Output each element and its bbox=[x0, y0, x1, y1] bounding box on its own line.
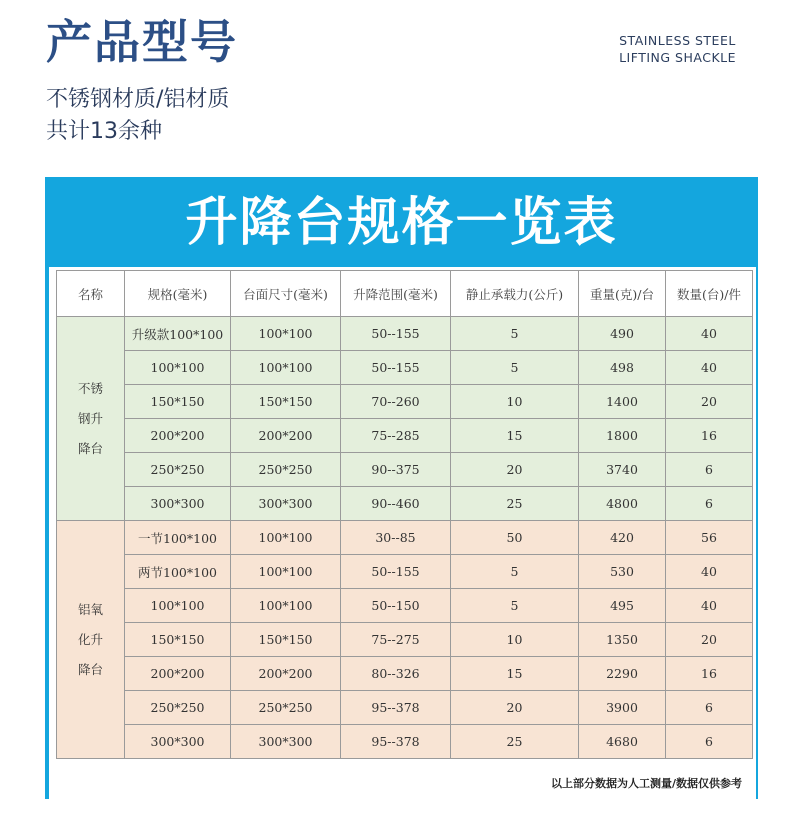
table-cell: 56 bbox=[666, 521, 753, 555]
table-row bbox=[57, 623, 753, 657]
table-cell: 498 bbox=[579, 351, 666, 385]
table-cell: 250*250 bbox=[231, 453, 341, 487]
material-subtitle: 不锈钢材质/铝材质 bbox=[46, 87, 230, 112]
spec-table bbox=[56, 270, 753, 759]
table-cell: 50--155 bbox=[341, 351, 451, 385]
spec-table-area bbox=[49, 267, 756, 799]
table-cell: 300*300 bbox=[125, 487, 231, 521]
table-cell: 6 bbox=[666, 453, 753, 487]
brand-text bbox=[619, 32, 736, 66]
table-cell: 100*100 bbox=[231, 589, 341, 623]
table-cell: 50--155 bbox=[341, 555, 451, 589]
table-row bbox=[57, 453, 753, 487]
table-cell: 6 bbox=[666, 691, 753, 725]
column-header: 静止承载力(公斤) bbox=[451, 271, 579, 317]
table-cell: 75--285 bbox=[341, 419, 451, 453]
table-row bbox=[57, 351, 753, 385]
table-cell: 6 bbox=[666, 487, 753, 521]
table-cell: 4800 bbox=[579, 487, 666, 521]
spec-panel bbox=[45, 177, 758, 799]
table-cell: 2290 bbox=[579, 657, 666, 691]
brand-line-1: STAINLESS STEEL bbox=[619, 33, 736, 48]
table-cell: 25 bbox=[451, 487, 579, 521]
table-cell: 15 bbox=[451, 419, 579, 453]
group-name: 铝氧化升降台 bbox=[77, 601, 103, 677]
table-cell: 5 bbox=[451, 317, 579, 351]
table-cell: 3900 bbox=[579, 691, 666, 725]
spec-table-body bbox=[57, 317, 753, 759]
table-cell: 200*200 bbox=[231, 657, 341, 691]
table-cell: 20 bbox=[451, 453, 579, 487]
brand-line-2: LIFTING SHACKLE bbox=[619, 50, 736, 65]
table-row bbox=[57, 691, 753, 725]
table-cell: 250*250 bbox=[125, 453, 231, 487]
table-row bbox=[57, 385, 753, 419]
table-cell: 5 bbox=[451, 589, 579, 623]
table-cell: 两节100*100 bbox=[125, 555, 231, 589]
table-cell: 16 bbox=[666, 419, 753, 453]
table-cell: 40 bbox=[666, 317, 753, 351]
table-cell: 300*300 bbox=[231, 725, 341, 759]
table-cell: 70--260 bbox=[341, 385, 451, 419]
table-cell: 90--375 bbox=[341, 453, 451, 487]
table-row bbox=[57, 419, 753, 453]
table-row bbox=[57, 487, 753, 521]
column-header: 规格(毫米) bbox=[125, 271, 231, 317]
table-cell: 150*150 bbox=[125, 385, 231, 419]
table-cell: 250*250 bbox=[125, 691, 231, 725]
table-cell: 50 bbox=[451, 521, 579, 555]
footnote: 以上部分数据为人工测量/数据仅供参考 bbox=[550, 777, 742, 790]
table-cell: 5 bbox=[451, 351, 579, 385]
table-cell: 40 bbox=[666, 555, 753, 589]
table-cell: 16 bbox=[666, 657, 753, 691]
table-cell: 95--378 bbox=[341, 725, 451, 759]
table-cell: 300*300 bbox=[231, 487, 341, 521]
table-cell: 75--275 bbox=[341, 623, 451, 657]
table-row bbox=[57, 657, 753, 691]
group-name-cell bbox=[57, 317, 125, 521]
table-cell: 420 bbox=[579, 521, 666, 555]
count-subtitle: 共计13余种 bbox=[46, 119, 162, 144]
column-header: 名称 bbox=[57, 271, 125, 317]
table-cell: 20 bbox=[666, 623, 753, 657]
table-cell: 100*100 bbox=[125, 589, 231, 623]
group-name: 不锈钢升降台 bbox=[77, 380, 103, 456]
table-cell: 530 bbox=[579, 555, 666, 589]
table-cell: 一节100*100 bbox=[125, 521, 231, 555]
table-cell: 1400 bbox=[579, 385, 666, 419]
table-cell: 100*100 bbox=[231, 317, 341, 351]
table-cell: 495 bbox=[579, 589, 666, 623]
table-cell: 1350 bbox=[579, 623, 666, 657]
table-cell: 80--326 bbox=[341, 657, 451, 691]
table-cell: 90--460 bbox=[341, 487, 451, 521]
table-cell: 20 bbox=[451, 691, 579, 725]
page-title: 产品型号 bbox=[46, 15, 238, 69]
table-cell: 200*200 bbox=[125, 419, 231, 453]
table-cell: 250*250 bbox=[231, 691, 341, 725]
column-header: 重量(克)/台 bbox=[579, 271, 666, 317]
table-row bbox=[57, 725, 753, 759]
table-cell: 150*150 bbox=[231, 623, 341, 657]
column-header: 数量(台)/件 bbox=[666, 271, 753, 317]
table-cell: 300*300 bbox=[125, 725, 231, 759]
table-header-row bbox=[57, 271, 753, 317]
table-cell: 3740 bbox=[579, 453, 666, 487]
table-cell: 1800 bbox=[579, 419, 666, 453]
table-row bbox=[57, 521, 753, 555]
table-cell: 100*100 bbox=[231, 351, 341, 385]
table-cell: 490 bbox=[579, 317, 666, 351]
table-cell: 5 bbox=[451, 555, 579, 589]
table-cell: 4680 bbox=[579, 725, 666, 759]
table-row bbox=[57, 555, 753, 589]
table-cell: 30--85 bbox=[341, 521, 451, 555]
column-header: 台面尺寸(毫米) bbox=[231, 271, 341, 317]
group-name-cell bbox=[57, 521, 125, 759]
table-cell: 100*100 bbox=[231, 521, 341, 555]
table-cell: 200*200 bbox=[231, 419, 341, 453]
spec-banner-title: 升降台规格一览表 bbox=[185, 193, 618, 253]
table-cell: 50--150 bbox=[341, 589, 451, 623]
table-cell: 10 bbox=[451, 623, 579, 657]
table-cell: 200*200 bbox=[125, 657, 231, 691]
table-cell: 150*150 bbox=[231, 385, 341, 419]
table-row bbox=[57, 589, 753, 623]
table-cell: 40 bbox=[666, 589, 753, 623]
table-cell: 15 bbox=[451, 657, 579, 691]
table-cell: 20 bbox=[666, 385, 753, 419]
table-cell: 95--378 bbox=[341, 691, 451, 725]
table-cell: 10 bbox=[451, 385, 579, 419]
table-cell: 40 bbox=[666, 351, 753, 385]
table-row bbox=[57, 317, 753, 351]
table-cell: 升级款100*100 bbox=[125, 317, 231, 351]
table-cell: 100*100 bbox=[231, 555, 341, 589]
table-cell: 25 bbox=[451, 725, 579, 759]
table-cell: 6 bbox=[666, 725, 753, 759]
table-cell: 100*100 bbox=[125, 351, 231, 385]
table-cell: 150*150 bbox=[125, 623, 231, 657]
table-cell: 50--155 bbox=[341, 317, 451, 351]
column-header: 升降范围(毫米) bbox=[341, 271, 451, 317]
